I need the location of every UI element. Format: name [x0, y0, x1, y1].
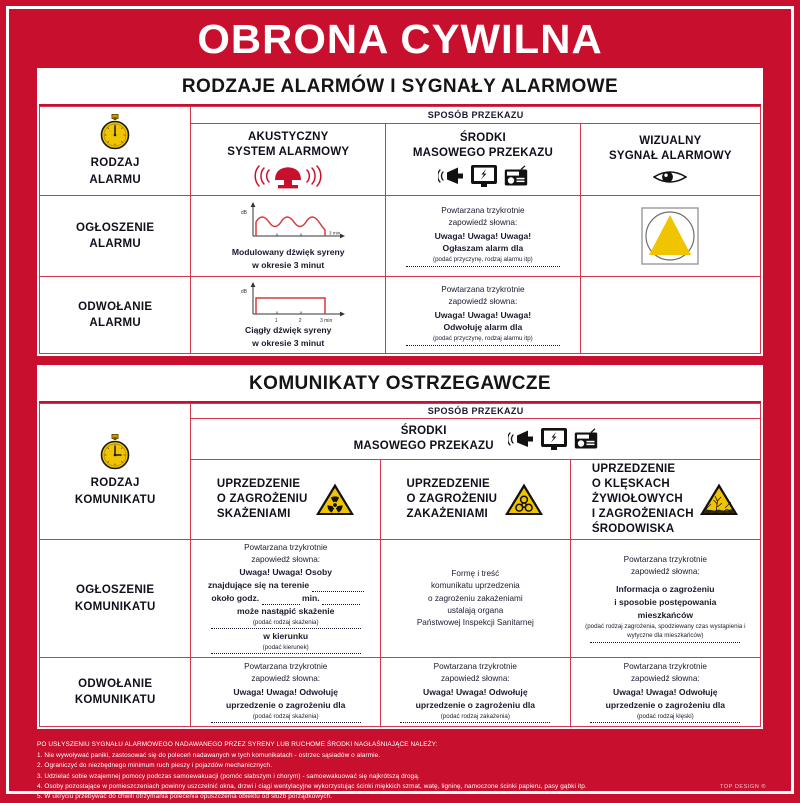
stopwatch-icon: [43, 434, 187, 470]
media-bold2: Ogłaszam alarm dla: [442, 243, 524, 254]
table-row-header-span: [40, 107, 761, 124]
msg-note2: (podać kierunek): [262, 644, 309, 652]
msg-bold2: i sposobie postępowania: [614, 597, 717, 608]
media-bold1: Uwaga! Uwaga! Uwaga!: [434, 309, 532, 320]
msg-line1: Powtarzana trzykrotnie: [244, 542, 328, 552]
msg-bold3: [194, 592, 377, 605]
msg-note: (podać rodzaj zakażenia): [440, 712, 510, 720]
hazard0-line3: SKAŻENIAMI: [216, 507, 291, 520]
dotted-blank: [211, 652, 361, 654]
cell-acoustic-announce: [191, 196, 386, 277]
hazard1-line2: O ZAGROŻENIU: [406, 493, 498, 506]
yellow-triangle-in-circle-icon: [584, 207, 757, 265]
msg-note1: (podać rodzaj skażenia): [252, 618, 319, 626]
msg-bold3: mieszkańców: [637, 610, 694, 621]
col-header-media: [386, 124, 581, 196]
col-header-visual: [580, 124, 760, 196]
dotted-blank: [406, 344, 560, 346]
msg-line3: o zagrożeniu zakażeniami: [427, 593, 523, 603]
alarms-sposob-przekazu-header: SPOSÓB PRZEKAZU: [191, 107, 761, 124]
svg-text:3 min: 3 min: [329, 230, 341, 236]
col-header-acoustic: [191, 124, 386, 196]
messages-row-label-header: [40, 404, 191, 540]
row-label-odwol-komunikatu: [40, 658, 191, 727]
svg-text:dB: dB: [241, 209, 248, 216]
media-bold1: Uwaga! Uwaga! Uwaga!: [434, 230, 532, 241]
cell-cancel-disaster: [570, 658, 760, 727]
row-label-line2: KOMUNIKATU: [74, 600, 156, 613]
messages-row-label-line1: RODZAJ: [90, 477, 140, 490]
media-note: (podać przyczynę, rodzaj alarmu itp): [433, 335, 533, 343]
hazard2-line3: ŻYWIOŁOWYCH: [591, 493, 683, 506]
footer-instructions: [37, 738, 763, 802]
row-label-line1: OGŁOSZENIE: [76, 583, 155, 596]
msg-line2: zapowiedź słowna:: [630, 567, 700, 577]
media-line2: zapowiedź słowna:: [448, 297, 518, 307]
col-header-visual-line2: SYGNAŁ ALARMOWY: [609, 149, 732, 162]
blank-field-godz: [262, 597, 300, 605]
table-row: [40, 539, 761, 658]
hazard2-line4: I ZAGROŻENIACH: [591, 507, 694, 520]
cell-visual-cancel: [580, 277, 760, 354]
messages-table: [39, 403, 761, 727]
msg-note: (podać rodzaj klęski): [636, 712, 694, 720]
msg-note: (podać rodzaj zagrożenia, spodziewany czas wystąpienia i wytyczne dla mieszkańców): [585, 622, 746, 640]
media-label-line1: ŚRODKI: [400, 425, 447, 438]
row-label-line2: ALARMU: [89, 238, 142, 251]
msg-line1: Formę i treść: [451, 568, 500, 578]
msg-bold1: Informacja o zagrożeniu: [616, 584, 715, 595]
row-label-line2: KOMUNIKATU: [74, 694, 156, 707]
col-header-acoustic-line2: SYSTEM ALARMOWY: [227, 146, 350, 159]
row-label-oglosz-komunikatu: [40, 539, 191, 658]
svg-text:2: 2: [299, 317, 302, 324]
radiation-triangle-icon: [315, 482, 355, 517]
credit-label: TOP DESIGN ®: [720, 784, 766, 790]
row-label-line1: OGŁOSZENIE: [76, 221, 155, 234]
hazard2-line1: UPRZEDZENIE: [591, 463, 676, 476]
alarms-table: [39, 106, 761, 354]
natural-disaster-triangle-icon: [699, 482, 739, 517]
msg-note: (podać rodzaj skażenia): [252, 712, 319, 720]
cell-visual-announce: [580, 196, 760, 277]
footer-item: 5. W ukryciu przebywać do chwili otrzymania polecenia opuszczenia obiektu od służb porządkowych.: [37, 793, 333, 801]
hazard0-line2: O ZAGROŻENIU: [216, 493, 308, 506]
col-header-disaster: [570, 460, 760, 540]
alarms-row-label-header: [40, 107, 191, 196]
cell-announce-infection: [381, 539, 571, 658]
msg-line2: zapowiedź słowna:: [251, 555, 321, 565]
media-cancel-text: [389, 284, 577, 346]
dotted-blank: [590, 641, 740, 643]
msg-bold1: Uwaga! Uwaga! Odwołuję: [233, 686, 338, 697]
table-row: [40, 196, 761, 277]
messages-media-label-cell: [191, 419, 761, 460]
msg-bold2: uprzedzenie o zagrożeniu dla: [226, 699, 346, 710]
svg-text:1: 1: [275, 317, 278, 324]
msg-line2: komunikatu uprzedzenia: [430, 581, 520, 591]
acoustic-caption-line1: Ciągły dźwięk syreny: [245, 324, 332, 335]
megaphone-tv-radio-icon: [508, 427, 598, 451]
footer-item: 2. Ograniczyć do niezbędnego minimum ruch pieszy i pojazdów mechanicznych.: [37, 762, 273, 770]
footer-item: 1. Nie wywoływać paniki, zastosować się do poleceń nadawanych w tych komunikatach - ostrzec sąsiadów o alarmie.: [37, 751, 381, 759]
dotted-blank: [590, 721, 740, 723]
media-line2: zapowiedź słowna:: [448, 218, 518, 228]
row-label-oglosz-alarmu: [40, 196, 191, 277]
svg-text:dB: dB: [241, 288, 248, 295]
svg-text:3 min: 3 min: [320, 317, 333, 324]
table-row-header-span: [40, 404, 761, 419]
section-messages-title: KOMUNIKATY OSTRZEGAWCZE: [39, 367, 761, 403]
messages-row-label-line2: KOMUNIKATU: [74, 494, 156, 507]
msg-line5: Państwowej Inspekcji Sanitarnej: [416, 618, 534, 628]
section-alarms-title: RODZAJE ALARMÓW I SYGNAŁY ALARMOWE: [39, 70, 761, 106]
acoustic-caption-line2: w okresie 3 minut: [252, 260, 325, 271]
alarms-row-label-line2: ALARMU: [89, 173, 142, 186]
media-announce-text: [389, 205, 577, 267]
col-header-media-line1: ŚRODKI: [459, 132, 506, 145]
acoustic-caption-line2: w okresie 3 minut: [252, 338, 325, 349]
continuous-siren-wave-chart: [194, 280, 382, 324]
dotted-blank: [406, 265, 560, 267]
alarms-row-label-line1: RODZAJ: [90, 157, 140, 170]
cell-acoustic-cancel: [191, 277, 386, 354]
media-line1: Powtarzana trzykrotnie: [441, 284, 525, 294]
msg-line1: Powtarzana trzykrotnie: [623, 662, 707, 672]
hazard2-line5: ŚRODOWISKA: [591, 522, 675, 535]
col-header-infection: [381, 460, 571, 540]
msg-bold2-text: znajdujące się na terenie: [207, 580, 310, 591]
eye-icon: [584, 168, 757, 186]
cell-cancel-infection: [381, 658, 571, 727]
msg-bold2: uprzedzenie o zagrożeniu dla: [605, 699, 725, 710]
col-header-contamination: [191, 460, 381, 540]
msg-bold1: Uwaga! Uwaga! Odwołuję: [423, 686, 528, 697]
page-title: OBRONA CYWILNA: [197, 16, 603, 62]
cell-cancel-contamination: [191, 658, 381, 727]
col-header-visual-line1: WIZUALNY: [639, 134, 702, 147]
media-line1: Powtarzana trzykrotnie: [441, 205, 525, 215]
blank-field-teren: [312, 584, 364, 592]
hazard1-line3: ZAKAŻENIAMI: [406, 507, 488, 520]
msg-line2: zapowiedź słowna:: [630, 674, 700, 684]
msg-bold2: [194, 579, 377, 592]
cell-media-announce: [386, 196, 581, 277]
msg-line1: Powtarzana trzykrotnie: [623, 554, 707, 564]
msg-bold4: może nastąpić skażenie: [236, 606, 335, 617]
msg-bold5: w kierunku: [263, 631, 309, 642]
msg-line1: Powtarzana trzykrotnie: [244, 662, 328, 672]
stopwatch-icon: [43, 114, 187, 150]
msg-line2: zapowiedź słowna:: [251, 674, 321, 684]
footer-item: 4. Osoby pozostające w pomieszczeniach powinny uszczelnić okna, drzwi i ciągi wentylacyjne wykorzystując ścinki miękkich szmat, watę, ligninę, namoczone ścinki papieru, pasy gąbki itp.: [37, 782, 587, 790]
col-header-acoustic-line1: AKUSTYCZNY: [247, 131, 329, 144]
hazard1-line1: UPRZEDZENIE: [406, 478, 490, 491]
cell-announce-disaster: [570, 539, 760, 658]
panel-alarms: [37, 68, 763, 356]
modulated-siren-wave-chart: [194, 200, 382, 246]
hazard2-line2: O KLĘSKACH: [591, 478, 670, 491]
msg-line4: ustalają organa: [447, 605, 504, 615]
blank-field-min: [322, 597, 360, 605]
hazard0-line1: UPRZEDZENIE: [216, 478, 301, 491]
megaphone-tv-radio-icon: [389, 164, 577, 188]
media-label-line2: MASOWEGO PRZEKAZU: [353, 440, 494, 453]
msg-bold2: uprzedzenie o zagrożeniu dla: [415, 699, 535, 710]
poster-inner-frame: [6, 6, 794, 801]
col-header-media-line2: MASOWEGO PRZEKAZU: [412, 147, 553, 160]
dotted-blank: [211, 627, 361, 629]
msg-line1: Powtarzana trzykrotnie: [433, 662, 517, 672]
siren-icon: [194, 163, 382, 189]
msg-bold1: Uwaga! Uwaga! Osoby: [239, 567, 333, 578]
msg-bold3-a: około godz.: [211, 593, 260, 604]
footer-item: 3. Udzielać sobie wzajemnej pomocy podczas samoewakuacji (pomóc słabszym i chorym) - samoewakuować się najkrótszą drogą.: [37, 772, 420, 780]
msg-bold1: Uwaga! Uwaga! Odwołuję: [613, 686, 718, 697]
media-bold2: Odwołuję alarm dla: [443, 322, 523, 333]
row-label-line1: ODWOŁANIE: [78, 300, 153, 313]
msg-line2: zapowiedź słowna:: [440, 674, 510, 684]
table-row: [40, 277, 761, 354]
footer-heading: PO USŁYSZENIU SYGNAŁU ALARMOWEGO NADAWANEGO PRZEZ SYRENY LUB RUCHOME ŚRODKI NAGŁAŚNIAJĄCE NALEŻY:: [37, 741, 438, 749]
row-label-line1: ODWOŁANIE: [78, 677, 153, 690]
cell-media-cancel: [386, 277, 581, 354]
cell-announce-contamination: [191, 539, 381, 658]
messages-sposob-przekazu-header: SPOSÓB PRZEKAZU: [191, 404, 761, 419]
media-note: (podać przyczynę, rodzaj alarmu itp): [433, 256, 533, 264]
dotted-blank: [400, 721, 550, 723]
panel-messages: [37, 365, 763, 729]
msg-bold3-b: min.: [301, 593, 320, 604]
row-label-line2: ALARMU: [89, 317, 142, 330]
table-row: [40, 658, 761, 727]
biohazard-triangle-icon: [504, 482, 544, 517]
acoustic-caption-line1: Modulowany dźwięk syreny: [231, 246, 345, 257]
dotted-blank: [211, 721, 361, 723]
row-label-odwol-alarmu: [40, 277, 191, 354]
